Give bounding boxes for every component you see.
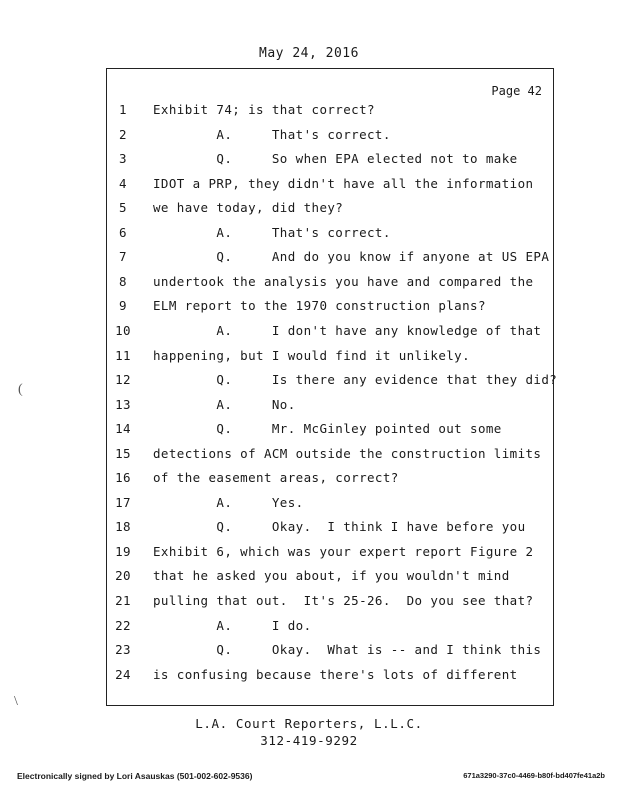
electronic-signature-note: Electronically signed by Lori Asauskas (501-002-602-9536) [17, 771, 253, 781]
line-number: 2 [119, 126, 127, 142]
transcript-line [0, 274, 618, 298]
page-number: Page 42 [491, 84, 542, 98]
line-text: of the easement areas, correct? [153, 470, 399, 486]
line-text: A. That's correct. [153, 224, 391, 240]
line-text: A. That's correct. [153, 126, 391, 142]
line-text: A. No. [153, 396, 296, 412]
transcript-line [0, 519, 618, 543]
line-text: pulling that out. It's 25-26. Do you see that? [153, 593, 534, 608]
transcript-line [0, 127, 618, 151]
line-number: 10 [115, 322, 131, 338]
line-number: 21 [115, 593, 131, 608]
line-text: Q. Okay. I think I have before you [153, 519, 526, 535]
line-number: 16 [115, 470, 131, 486]
transcript-line [0, 470, 618, 494]
line-text: undertook the analysis you have and compared the [153, 273, 534, 289]
transcript-line [0, 176, 618, 200]
line-text: that he asked you about, if you wouldn't mind [153, 568, 510, 584]
line-text: A. I don't have any knowledge of that [153, 322, 542, 338]
line-text: is confusing because there's lots of different [153, 666, 518, 682]
line-text: happening, but I would find it unlikely. [153, 347, 471, 363]
line-number: 17 [115, 494, 131, 510]
line-number: 9 [119, 298, 127, 314]
transcript-line [0, 372, 618, 396]
line-text: ELM report to the 1970 construction plans? [153, 298, 486, 314]
line-text: Q. So when EPA elected not to make [153, 151, 518, 167]
transcript-line [0, 544, 618, 568]
transcript-line [0, 323, 618, 347]
line-text: detections of ACM outside the construction limits [153, 445, 542, 461]
court-reporter-name: L.A. Court Reporters, L.L.C. [195, 716, 423, 731]
line-number: 4 [119, 175, 127, 191]
line-number: 20 [115, 568, 131, 584]
line-number: 12 [115, 372, 131, 388]
line-text: we have today, did they? [153, 200, 344, 216]
line-number: 5 [119, 200, 127, 216]
line-number: 8 [119, 273, 127, 289]
transcript-line [0, 593, 618, 617]
line-number: 7 [119, 249, 127, 265]
line-number: 6 [119, 224, 127, 240]
line-text: Q. Mr. McGinley pointed out some [153, 421, 502, 437]
transcript-line [0, 642, 618, 666]
transcript-line [0, 249, 618, 273]
line-number: 24 [115, 666, 131, 682]
line-text: Exhibit 6, which was your expert report Figure 2 [153, 543, 534, 559]
transcript-line [0, 151, 618, 175]
line-text: Exhibit 74; is that correct? [153, 102, 375, 117]
line-number: 14 [115, 421, 131, 437]
line-number: 19 [115, 543, 131, 559]
transcript-line [0, 200, 618, 224]
line-number: 3 [119, 151, 127, 167]
line-text: Q. Is there any evidence that they did? [153, 372, 558, 388]
transcript-line [0, 348, 618, 372]
scan-mark-bottom: \ [14, 694, 18, 709]
transcript-line [0, 495, 618, 519]
transcript-line [0, 397, 618, 421]
line-number: 18 [115, 519, 131, 535]
transcript-line [0, 618, 618, 642]
line-text: Q. Okay. What is -- and I think this [153, 642, 542, 658]
transcript-line [0, 102, 618, 126]
transcript-line [0, 225, 618, 249]
line-number: 22 [115, 617, 131, 633]
line-number: 11 [115, 347, 131, 363]
line-text: Q. And do you know if anyone at US EPA [153, 249, 550, 265]
line-text: IDOT a PRP, they didn't have all the information [153, 175, 534, 191]
transcript-line [0, 568, 618, 592]
line-number: 1 [119, 102, 127, 117]
header-date: May 24, 2016 [259, 46, 359, 61]
transcript-line [0, 446, 618, 470]
line-number: 15 [115, 445, 131, 461]
transcript-line [0, 421, 618, 445]
line-text: A. Yes. [153, 494, 304, 510]
court-reporter-phone: 312-419-9292 [260, 733, 358, 748]
line-text: A. I do. [153, 617, 312, 633]
transcript-line [0, 667, 618, 691]
line-number: 23 [115, 642, 131, 658]
document-id: 671a3290-37c0-4469-b80f-bd407fe41a2b [463, 771, 605, 780]
scan-mark-left: ( [18, 382, 23, 397]
transcript-line [0, 298, 618, 322]
line-number: 13 [115, 396, 131, 412]
